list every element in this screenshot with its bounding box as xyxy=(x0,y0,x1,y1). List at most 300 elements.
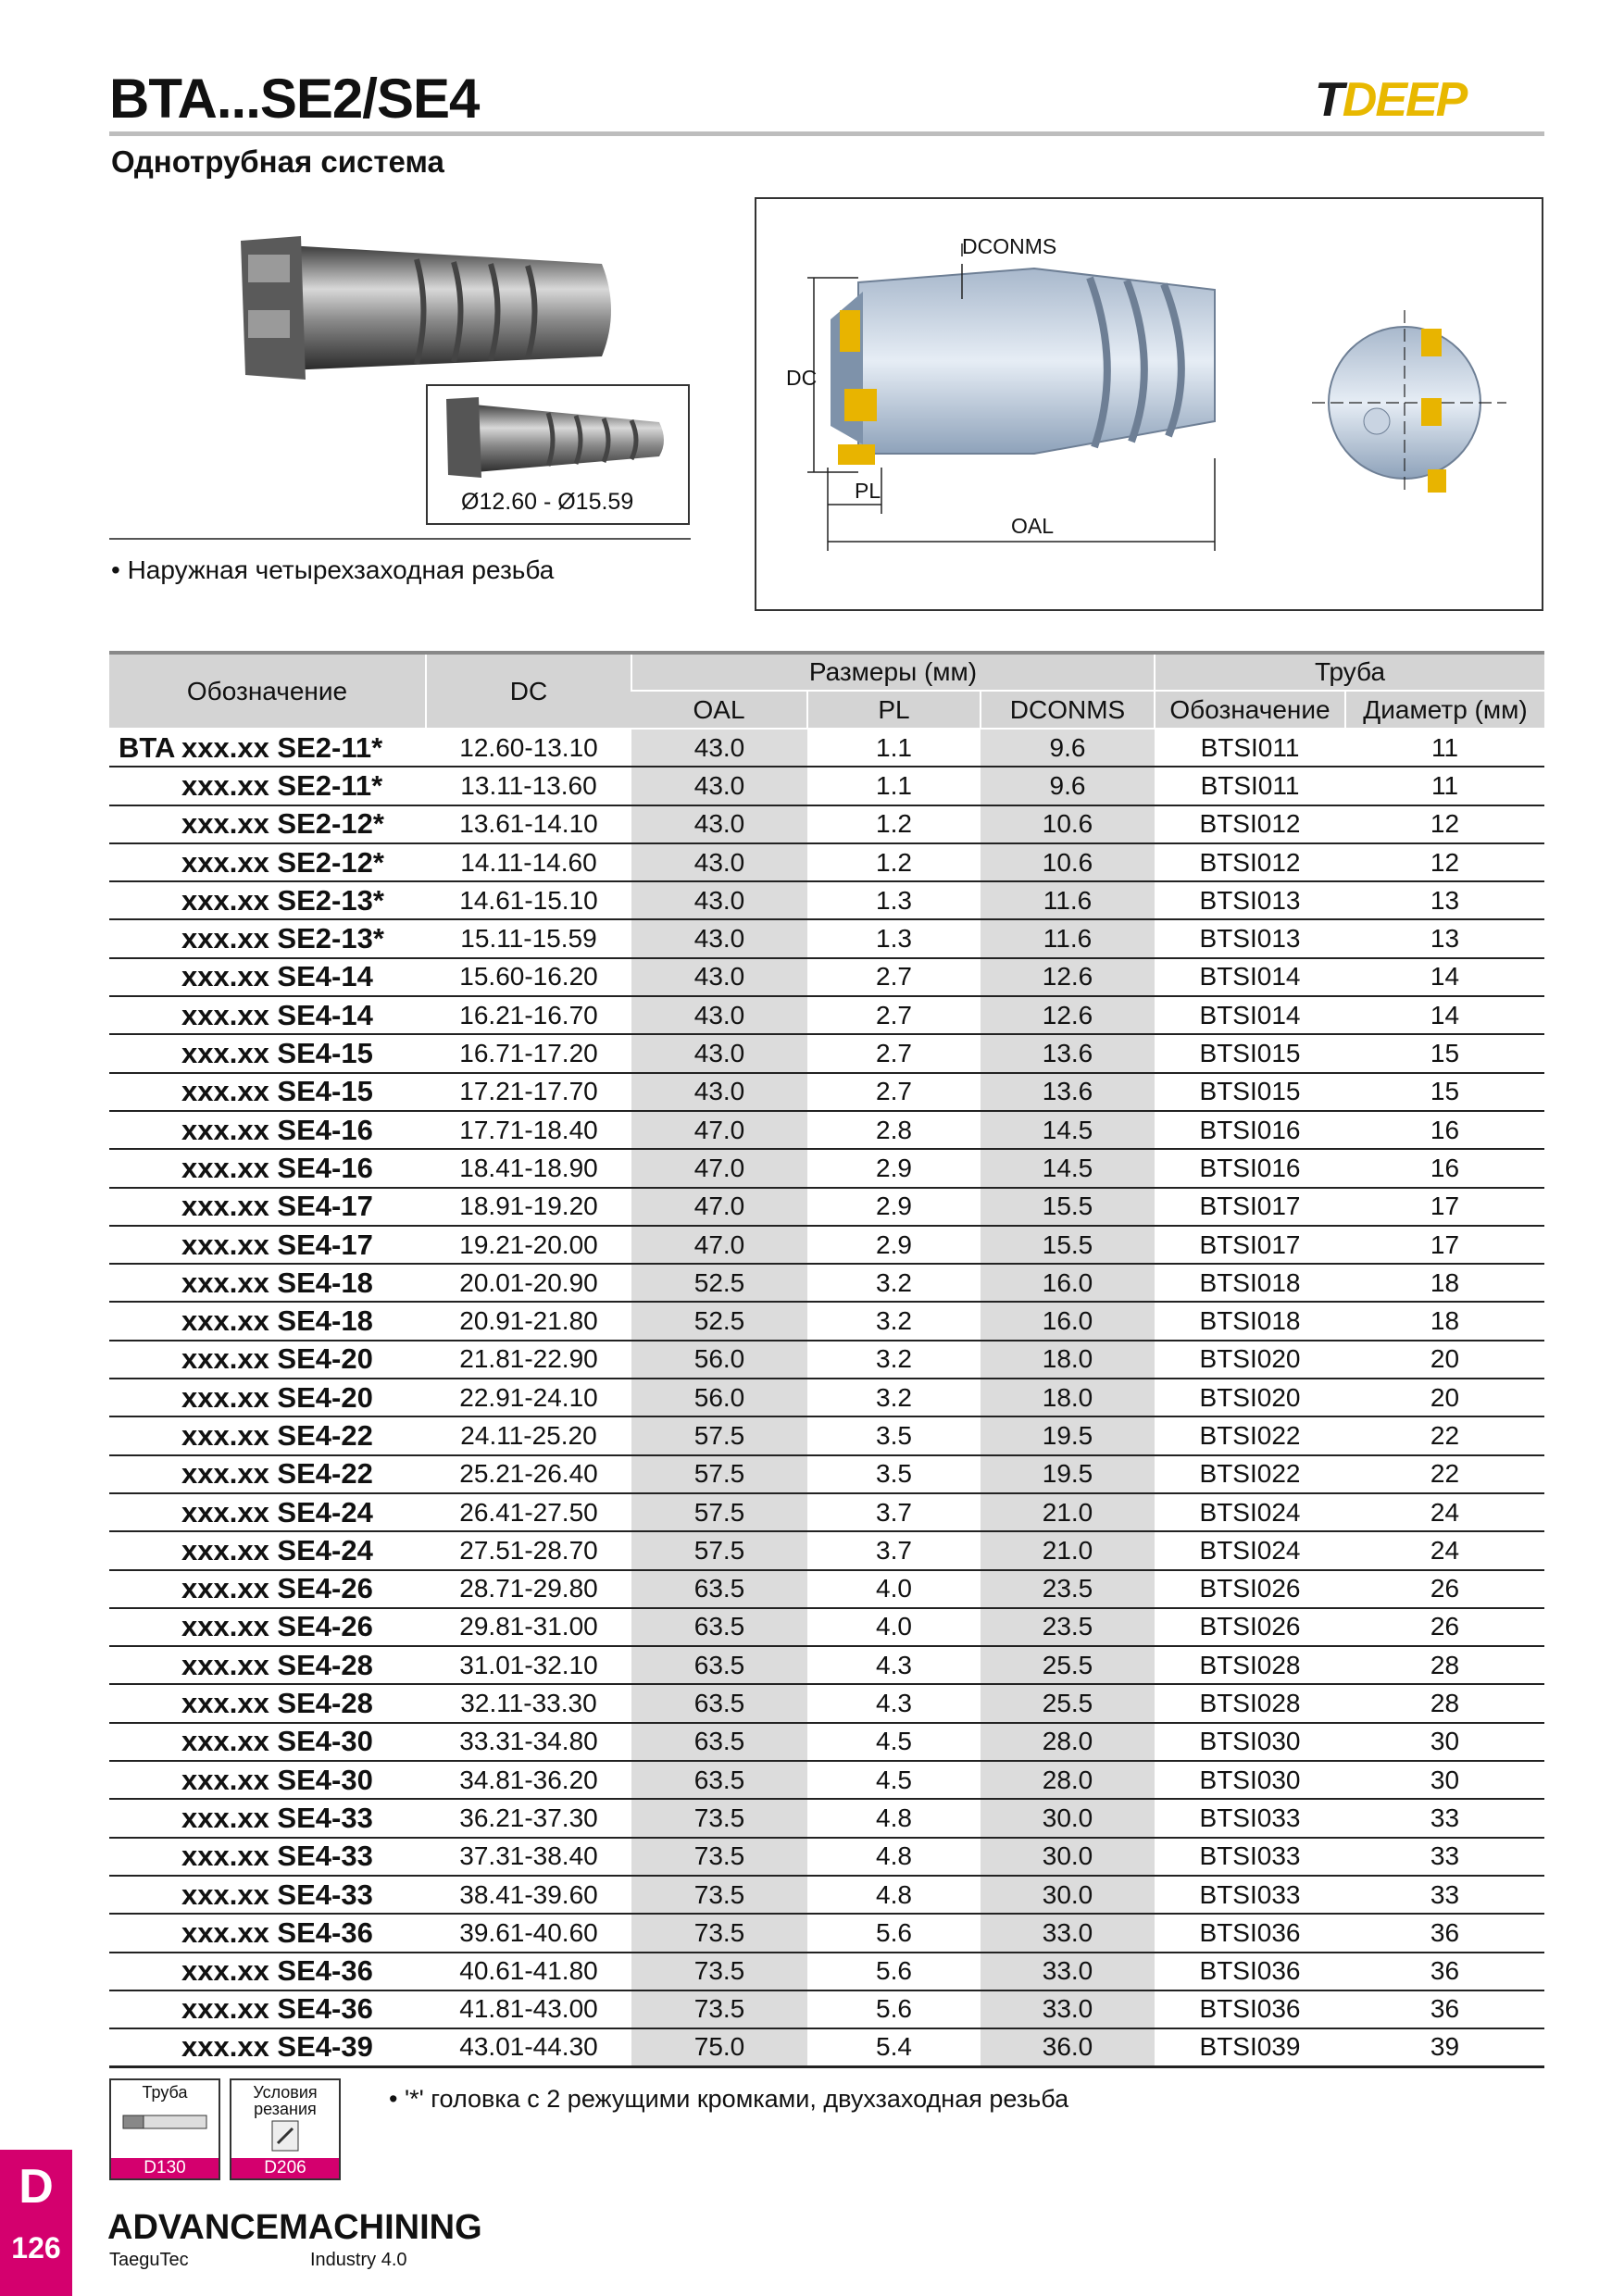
dc-cell: 15.60-16.20 xyxy=(426,958,631,996)
designation-cell xyxy=(109,1723,426,1761)
dia-cell: 28 xyxy=(1345,1684,1544,1722)
pl-cell: 2.9 xyxy=(807,1188,981,1226)
page-subtitle: Однотрубная система xyxy=(111,144,444,179)
pl-cell: 5.4 xyxy=(807,2028,981,2066)
dc-cell: 13.11-13.60 xyxy=(426,767,631,805)
oal-cell: 75.0 xyxy=(631,2028,807,2066)
tube-cell: BTSI015 xyxy=(1155,1034,1345,1072)
table-row xyxy=(109,1799,1544,1837)
designation-code: xxx.xx SE4-33 xyxy=(181,1801,373,1834)
dconms-cell: 12.6 xyxy=(981,996,1155,1034)
oal-cell: 57.5 xyxy=(631,1455,807,1493)
designation-code: xxx.xx SE4-22 xyxy=(181,1457,373,1491)
oal-cell: 63.5 xyxy=(631,1646,807,1684)
oal-cell: 52.5 xyxy=(631,1264,807,1302)
designation-code: xxx.xx SE4-30 xyxy=(181,1763,373,1796)
pl-cell: 2.9 xyxy=(807,1226,981,1264)
oal-cell: 43.0 xyxy=(631,729,807,767)
table-row xyxy=(109,1264,1544,1302)
oal-cell: 73.5 xyxy=(631,1799,807,1837)
designation-cell xyxy=(109,1761,426,1799)
designation-cell xyxy=(109,1379,426,1416)
table-row xyxy=(109,1455,1544,1493)
dia-cell: 26 xyxy=(1345,1570,1544,1608)
dconms-cell: 18.0 xyxy=(981,1341,1155,1379)
advance-machining-logo: ADVANCEMACHINING xyxy=(107,2208,482,2247)
table-row xyxy=(109,1646,1544,1684)
designation-prefix: BTA xyxy=(119,730,176,764)
dc-cell: 24.11-25.20 xyxy=(426,1416,631,1454)
oal-cell: 57.5 xyxy=(631,1531,807,1569)
designation-code: xxx.xx SE4-17 xyxy=(181,1228,373,1261)
footnote: • '*' головка с 2 режущими кромками, двухзаходная резьба xyxy=(389,2085,1069,2113)
table-row xyxy=(109,1416,1544,1454)
dconms-cell: 10.6 xyxy=(981,805,1155,843)
pl-cell: 1.1 xyxy=(807,767,981,805)
table-row xyxy=(109,881,1544,919)
oal-cell: 47.0 xyxy=(631,1111,807,1149)
diagram-drawing xyxy=(756,199,1542,609)
photo-divider xyxy=(109,538,691,540)
designation-cell xyxy=(109,1034,426,1072)
ref-cutting-label: Условия резания xyxy=(253,2083,318,2118)
header-dconms: DCONMS xyxy=(981,691,1155,729)
designation-code: xxx.xx SE4-14 xyxy=(181,998,373,1031)
table-row xyxy=(109,1914,1544,1952)
designation-code: xxx.xx SE2-12* xyxy=(181,845,384,879)
table-row xyxy=(109,1838,1544,1876)
tube-icon xyxy=(119,2108,211,2136)
oal-cell: 43.0 xyxy=(631,958,807,996)
oal-cell: 56.0 xyxy=(631,1341,807,1379)
designation-cell xyxy=(109,1838,426,1876)
oal-cell: 57.5 xyxy=(631,1493,807,1531)
diameter-range-caption: Ø12.60 - Ø15.59 xyxy=(461,489,634,515)
dc-cell: 15.11-15.59 xyxy=(426,919,631,957)
oal-cell: 63.5 xyxy=(631,1570,807,1608)
ref-tube-label: Труба xyxy=(142,2083,188,2102)
small-drill-photo xyxy=(426,384,690,525)
section-letter: D xyxy=(19,2160,54,2214)
tube-cell: BTSI030 xyxy=(1155,1761,1345,1799)
dconms-cell: 30.0 xyxy=(981,1838,1155,1876)
dia-cell: 20 xyxy=(1345,1379,1544,1416)
dc-cell: 14.11-14.60 xyxy=(426,843,631,881)
dc-cell: 16.21-16.70 xyxy=(426,996,631,1034)
pl-cell: 1.3 xyxy=(807,919,981,957)
designation-code: xxx.xx SE2-11* xyxy=(181,730,383,764)
tube-cell: BTSI013 xyxy=(1155,919,1345,957)
header-dc: DC xyxy=(426,653,631,729)
oal-cell: 57.5 xyxy=(631,1416,807,1454)
oal-cell: 73.5 xyxy=(631,1914,807,1952)
cutting-conditions-icon xyxy=(267,2117,304,2154)
designation-cell xyxy=(109,1455,426,1493)
pl-cell: 4.8 xyxy=(807,1838,981,1876)
designation-cell xyxy=(109,729,426,767)
dconms-cell: 16.0 xyxy=(981,1302,1155,1340)
designation-code: xxx.xx SE4-26 xyxy=(181,1610,373,1643)
drill-head-photo xyxy=(231,208,620,407)
table-row xyxy=(109,1341,1544,1379)
pl-cell: 3.2 xyxy=(807,1379,981,1416)
tube-cell: BTSI033 xyxy=(1155,1876,1345,1914)
table-row xyxy=(109,1302,1544,1340)
designation-code: xxx.xx SE2-12* xyxy=(181,807,384,841)
dimension-diagram xyxy=(755,197,1543,611)
oal-cell: 52.5 xyxy=(631,1302,807,1340)
oal-cell: 73.5 xyxy=(631,1838,807,1876)
table-row xyxy=(109,1876,1544,1914)
oal-cell: 43.0 xyxy=(631,843,807,881)
header-tube-designation: Обозначение xyxy=(1155,691,1345,729)
table-row xyxy=(109,805,1544,843)
oal-cell: 43.0 xyxy=(631,881,807,919)
table-row xyxy=(109,2028,1544,2066)
ref-cutting-conditions[interactable] xyxy=(230,2078,341,2180)
dia-cell: 13 xyxy=(1345,881,1544,919)
dc-cell: 31.01-32.10 xyxy=(426,1646,631,1684)
dc-cell: 41.81-43.00 xyxy=(426,1990,631,2028)
dc-cell: 38.41-39.60 xyxy=(426,1876,631,1914)
dconms-cell: 9.6 xyxy=(981,767,1155,805)
tube-cell: BTSI028 xyxy=(1155,1684,1345,1722)
designation-code: xxx.xx SE4-28 xyxy=(181,1687,373,1720)
designation-cell xyxy=(109,919,426,957)
dconms-cell: 12.6 xyxy=(981,958,1155,996)
dia-cell: 22 xyxy=(1345,1416,1544,1454)
dconms-cell: 18.0 xyxy=(981,1379,1155,1416)
dia-cell: 20 xyxy=(1345,1341,1544,1379)
pl-cell: 3.2 xyxy=(807,1264,981,1302)
header-dimensions: Размеры (мм) xyxy=(631,653,1155,691)
designation-cell xyxy=(109,1302,426,1340)
pl-cell: 4.5 xyxy=(807,1723,981,1761)
tube-cell: BTSI039 xyxy=(1155,2028,1345,2066)
designation-cell xyxy=(109,1188,426,1226)
dc-cell: 19.21-20.00 xyxy=(426,1226,631,1264)
table-row xyxy=(109,919,1544,957)
dia-cell: 33 xyxy=(1345,1838,1544,1876)
table-row xyxy=(109,1149,1544,1187)
dia-cell: 18 xyxy=(1345,1302,1544,1340)
dconms-cell: 23.5 xyxy=(981,1570,1155,1608)
designation-code: xxx.xx SE4-20 xyxy=(181,1342,373,1376)
table-row xyxy=(109,729,1544,767)
tube-cell: BTSI017 xyxy=(1155,1188,1345,1226)
ref-tube-page: D130 xyxy=(111,2158,219,2178)
dia-cell: 11 xyxy=(1345,767,1544,805)
designation-code: xxx.xx SE4-16 xyxy=(181,1151,373,1184)
dc-cell: 21.81-22.90 xyxy=(426,1341,631,1379)
designation-code: xxx.xx SE4-36 xyxy=(181,1992,373,2026)
oal-cell: 63.5 xyxy=(631,1723,807,1761)
dia-cell: 36 xyxy=(1345,1953,1544,1990)
pl-cell: 5.6 xyxy=(807,1990,981,2028)
table-row xyxy=(109,1034,1544,1072)
pl-cell: 1.2 xyxy=(807,805,981,843)
dia-cell: 15 xyxy=(1345,1073,1544,1111)
designation-cell xyxy=(109,1531,426,1569)
oal-cell: 73.5 xyxy=(631,1990,807,2028)
dconms-cell: 13.6 xyxy=(981,1073,1155,1111)
page-number: 126 xyxy=(11,2231,61,2265)
pl-cell: 1.2 xyxy=(807,843,981,881)
pl-cell: 3.5 xyxy=(807,1416,981,1454)
header-tube-diameter: Диаметр (мм) xyxy=(1345,691,1544,729)
pl-cell: 3.2 xyxy=(807,1302,981,1340)
table-row xyxy=(109,767,1544,805)
dc-cell: 16.71-17.20 xyxy=(426,1034,631,1072)
table-row xyxy=(109,843,1544,881)
designation-code: xxx.xx SE4-33 xyxy=(181,1840,373,1873)
dc-cell: 39.61-40.60 xyxy=(426,1914,631,1952)
feature-note: • Наружная четырехзаходная резьба xyxy=(111,555,555,584)
designation-code: xxx.xx SE2-13* xyxy=(181,883,384,917)
dia-cell: 12 xyxy=(1345,843,1544,881)
tube-cell: BTSI020 xyxy=(1155,1379,1345,1416)
table-row xyxy=(109,1684,1544,1722)
dia-cell: 33 xyxy=(1345,1799,1544,1837)
dia-cell: 28 xyxy=(1345,1646,1544,1684)
dia-cell: 18 xyxy=(1345,1264,1544,1302)
designation-cell xyxy=(109,1876,426,1914)
pl-cell: 4.0 xyxy=(807,1608,981,1646)
dc-cell: 32.11-33.30 xyxy=(426,1684,631,1722)
dc-cell: 26.41-27.50 xyxy=(426,1493,631,1531)
designation-code: xxx.xx SE4-24 xyxy=(181,1533,373,1566)
dc-cell: 28.71-29.80 xyxy=(426,1570,631,1608)
spec-table xyxy=(109,651,1544,2068)
tube-cell: BTSI026 xyxy=(1155,1570,1345,1608)
table-row xyxy=(109,1188,1544,1226)
ref-tube[interactable] xyxy=(109,2078,220,2180)
oal-cell: 47.0 xyxy=(631,1188,807,1226)
tube-cell: BTSI030 xyxy=(1155,1723,1345,1761)
brand-main: DEEP xyxy=(1342,73,1467,127)
tube-cell: BTSI020 xyxy=(1155,1341,1345,1379)
header-designation: Обозначение xyxy=(109,653,426,729)
pl-cell: 2.7 xyxy=(807,1034,981,1072)
designation-cell xyxy=(109,1149,426,1187)
designation-code: xxx.xx SE4-16 xyxy=(181,1113,373,1146)
designation-code: xxx.xx SE4-33 xyxy=(181,1878,373,1911)
designation-code: xxx.xx SE4-15 xyxy=(181,1075,373,1108)
title-divider xyxy=(109,131,1544,136)
designation-cell xyxy=(109,958,426,996)
dia-cell: 39 xyxy=(1345,2028,1544,2066)
dc-cell: 14.61-15.10 xyxy=(426,881,631,919)
dia-cell: 24 xyxy=(1345,1531,1544,1569)
pl-cell: 1.3 xyxy=(807,881,981,919)
tagline: Industry 4.0 xyxy=(310,2250,407,2270)
designation-cell xyxy=(109,1570,426,1608)
dconms-cell: 9.6 xyxy=(981,729,1155,767)
tube-cell: BTSI012 xyxy=(1155,805,1345,843)
tube-cell: BTSI018 xyxy=(1155,1264,1345,1302)
oal-cell: 43.0 xyxy=(631,805,807,843)
dc-cell: 40.61-41.80 xyxy=(426,1953,631,1990)
designation-cell xyxy=(109,1264,426,1302)
designation-cell xyxy=(109,1416,426,1454)
dconms-cell: 28.0 xyxy=(981,1761,1155,1799)
designation-cell xyxy=(109,1914,426,1952)
dia-cell: 13 xyxy=(1345,919,1544,957)
table-row xyxy=(109,1570,1544,1608)
table-row xyxy=(109,996,1544,1034)
designation-code: xxx.xx SE4-20 xyxy=(181,1380,373,1414)
header-pl: PL xyxy=(807,691,981,729)
dconms-cell: 15.5 xyxy=(981,1188,1155,1226)
tube-cell: BTSI011 xyxy=(1155,729,1345,767)
label-oal: OAL xyxy=(1011,514,1055,538)
dia-cell: 12 xyxy=(1345,805,1544,843)
dconms-cell: 33.0 xyxy=(981,1990,1155,2028)
table-row xyxy=(109,1990,1544,2028)
oal-cell: 43.0 xyxy=(631,1034,807,1072)
dconms-cell: 13.6 xyxy=(981,1034,1155,1072)
table-row xyxy=(109,958,1544,996)
designation-code: xxx.xx SE4-36 xyxy=(181,1954,373,1988)
dia-cell: 24 xyxy=(1345,1493,1544,1531)
designation-code: xxx.xx SE4-28 xyxy=(181,1648,373,1681)
oal-cell: 63.5 xyxy=(631,1761,807,1799)
tube-cell: BTSI022 xyxy=(1155,1455,1345,1493)
dia-cell: 33 xyxy=(1345,1876,1544,1914)
tube-cell: BTSI036 xyxy=(1155,1914,1345,1952)
table-row xyxy=(109,1723,1544,1761)
oal-cell: 73.5 xyxy=(631,1953,807,1990)
tube-cell: BTSI016 xyxy=(1155,1111,1345,1149)
table-row xyxy=(109,1761,1544,1799)
tube-cell: BTSI024 xyxy=(1155,1531,1345,1569)
table-row xyxy=(109,1226,1544,1264)
dia-cell: 14 xyxy=(1345,996,1544,1034)
tube-cell: BTSI036 xyxy=(1155,1990,1345,2028)
dconms-cell: 25.5 xyxy=(981,1684,1155,1722)
label-dc: DC xyxy=(786,366,818,390)
designation-cell xyxy=(109,1608,426,1646)
dc-cell: 20.91-21.80 xyxy=(426,1302,631,1340)
label-pl: PL xyxy=(855,479,881,503)
dconms-cell: 14.5 xyxy=(981,1111,1155,1149)
tube-cell: BTSI015 xyxy=(1155,1073,1345,1111)
dia-cell: 36 xyxy=(1345,1990,1544,2028)
designation-cell xyxy=(109,1341,426,1379)
designation-cell xyxy=(109,1493,426,1531)
table-row xyxy=(109,1073,1544,1111)
dc-cell: 13.61-14.10 xyxy=(426,805,631,843)
designation-code: xxx.xx SE4-18 xyxy=(181,1266,373,1299)
pl-cell: 3.7 xyxy=(807,1493,981,1531)
pl-cell: 4.3 xyxy=(807,1684,981,1722)
table-row xyxy=(109,1493,1544,1531)
designation-cell xyxy=(109,767,426,805)
dc-cell: 18.91-19.20 xyxy=(426,1188,631,1226)
dconms-cell: 19.5 xyxy=(981,1416,1155,1454)
tube-cell: BTSI036 xyxy=(1155,1953,1345,1990)
dia-cell: 14 xyxy=(1345,958,1544,996)
dconms-cell: 21.0 xyxy=(981,1493,1155,1531)
table-row xyxy=(109,1379,1544,1416)
oal-cell: 43.0 xyxy=(631,767,807,805)
spec-table-body xyxy=(109,729,1544,2066)
table-row xyxy=(109,1608,1544,1646)
small-drill-image xyxy=(437,390,678,482)
pl-cell: 4.3 xyxy=(807,1646,981,1684)
oal-cell: 43.0 xyxy=(631,919,807,957)
designation-code: xxx.xx SE4-18 xyxy=(181,1304,373,1338)
oal-cell: 56.0 xyxy=(631,1379,807,1416)
designation-code: xxx.xx SE4-24 xyxy=(181,1495,373,1529)
dconms-cell: 33.0 xyxy=(981,1953,1155,1990)
dia-cell: 36 xyxy=(1345,1914,1544,1952)
header-oal: OAL xyxy=(631,691,807,729)
tube-cell: BTSI033 xyxy=(1155,1799,1345,1837)
designation-cell xyxy=(109,1799,426,1837)
dc-cell: 36.21-37.30 xyxy=(426,1799,631,1837)
designation-code: xxx.xx SE4-17 xyxy=(181,1190,373,1223)
pl-cell: 3.7 xyxy=(807,1531,981,1569)
designation-cell xyxy=(109,1226,426,1264)
dconms-cell: 19.5 xyxy=(981,1455,1155,1493)
dia-cell: 16 xyxy=(1345,1111,1544,1149)
dconms-cell: 16.0 xyxy=(981,1264,1155,1302)
pl-cell: 2.8 xyxy=(807,1111,981,1149)
header-tube: Труба xyxy=(1155,653,1544,691)
designation-code: xxx.xx SE4-39 xyxy=(181,2030,373,2064)
pl-cell: 4.5 xyxy=(807,1761,981,1799)
tube-cell: BTSI033 xyxy=(1155,1838,1345,1876)
tube-cell: BTSI024 xyxy=(1155,1493,1345,1531)
designation-code: xxx.xx SE4-36 xyxy=(181,1915,373,1949)
pl-cell: 2.9 xyxy=(807,1149,981,1187)
tube-cell: BTSI016 xyxy=(1155,1149,1345,1187)
dc-cell: 27.51-28.70 xyxy=(426,1531,631,1569)
dconms-cell: 11.6 xyxy=(981,919,1155,957)
pl-cell: 4.8 xyxy=(807,1799,981,1837)
dc-cell: 18.41-18.90 xyxy=(426,1149,631,1187)
dia-cell: 15 xyxy=(1345,1034,1544,1072)
table-row xyxy=(109,1111,1544,1149)
dia-cell: 17 xyxy=(1345,1226,1544,1264)
section-tab xyxy=(0,2150,72,2296)
designation-cell xyxy=(109,1684,426,1722)
dc-cell: 34.81-36.20 xyxy=(426,1761,631,1799)
dc-cell: 37.31-38.40 xyxy=(426,1838,631,1876)
designation-cell xyxy=(109,1953,426,1990)
dc-cell: 25.21-26.40 xyxy=(426,1455,631,1493)
dconms-cell: 11.6 xyxy=(981,881,1155,919)
page-title: BTA...SE2/SE4 xyxy=(109,68,480,130)
pl-cell: 3.5 xyxy=(807,1455,981,1493)
dc-cell: 17.71-18.40 xyxy=(426,1111,631,1149)
designation-cell xyxy=(109,881,426,919)
brand-prefix: T xyxy=(1315,73,1343,127)
designation-cell xyxy=(109,1990,426,2028)
designation-cell xyxy=(109,1111,426,1149)
table-row xyxy=(109,1531,1544,1569)
designation-code: xxx.xx SE4-26 xyxy=(181,1572,373,1605)
dc-cell: 33.31-34.80 xyxy=(426,1723,631,1761)
tube-cell: BTSI028 xyxy=(1155,1646,1345,1684)
pl-cell: 5.6 xyxy=(807,1914,981,1952)
oal-cell: 63.5 xyxy=(631,1608,807,1646)
dconms-cell: 33.0 xyxy=(981,1914,1155,1952)
dconms-cell: 15.5 xyxy=(981,1226,1155,1264)
dia-cell: 30 xyxy=(1345,1723,1544,1761)
pl-cell: 1.1 xyxy=(807,729,981,767)
